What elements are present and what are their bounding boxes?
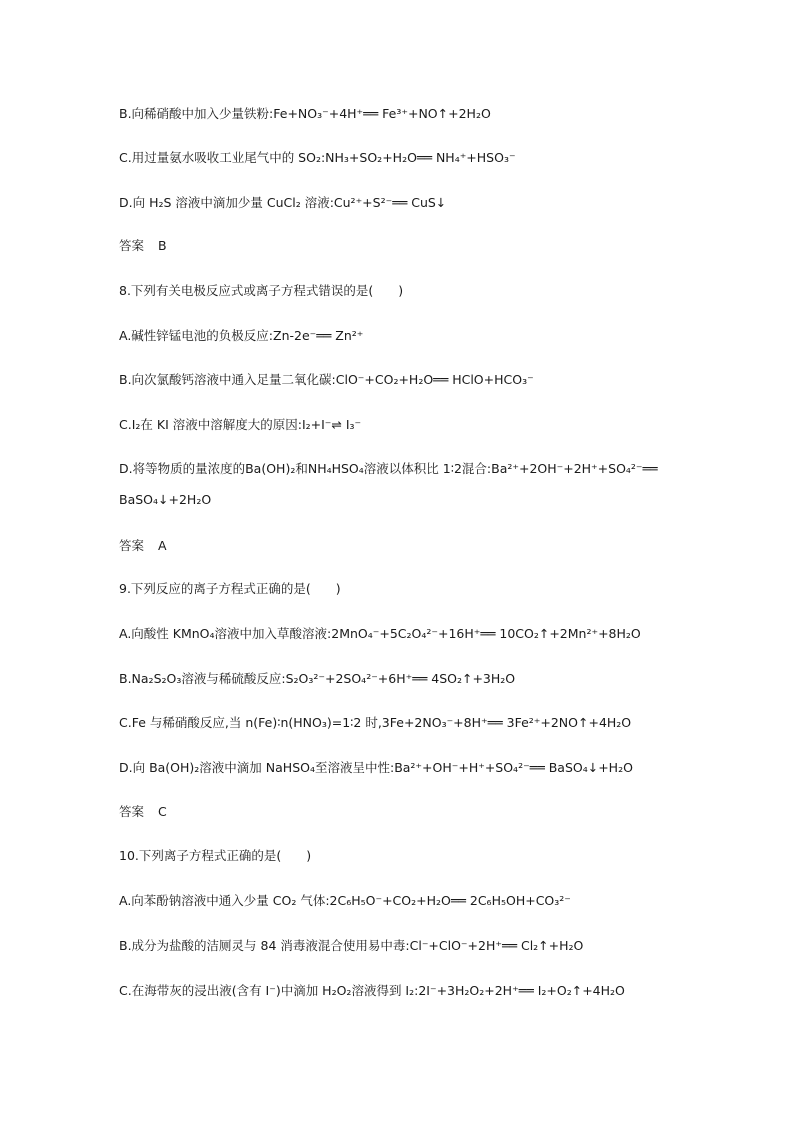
option-c-q8: C.I₂在 KI 溶液中溶解度大的原因:I₂+I⁻⇌ I₃⁻ (119, 417, 362, 432)
answer-label: 答案 (119, 804, 145, 819)
answer-q8 (119, 537, 754, 555)
question-10: 10.下列离子方程式正确的是( ) (119, 848, 312, 863)
option-d-q7: D.向 H₂S 溶液中滴加少量 CuCl₂ 溶液:Cu²⁺+S²⁻══ CuS↓ (119, 195, 447, 210)
option-c-q10: C.在海带灰的浸出液(含有 I⁻)中滴加 H₂O₂溶液得到 I₂:2I⁻+3H₂O₂+2H⁺══ I₂+O₂↑+4H₂O (119, 983, 625, 998)
option-a-q8: A.碱性锌锰电池的负极反应:Zn-2e⁻══ Zn²⁺ (119, 328, 364, 343)
answer-label: 答案 (119, 238, 145, 253)
option-d-q8: D.将等物质的量浓度的Ba(OH)₂和NH₄HSO₄溶液以体积比 1∶2混合:Ba²⁺+2OH⁻+2H⁺+SO₄²⁻══ (119, 461, 658, 476)
answer-q9 (119, 803, 754, 821)
answer-q7 (119, 237, 754, 255)
answer-value: C (158, 804, 167, 819)
question-8: 8.下列有关电极反应式或离子方程式错误的是( ) (119, 283, 404, 298)
option-b-q7: B.向稀硝酸中加入少量铁粉:Fe+NO₃⁻+4H⁺══ Fe³⁺+NO↑+2H₂O (119, 106, 491, 121)
option-d-q9: D.向 Ba(OH)₂溶液中滴加 NaHSO₄至溶液呈中性:Ba²⁺+OH⁻+H⁺+SO₄²⁻══ BaSO₄↓+H₂O (119, 760, 633, 775)
option-d-q8-continued: BaSO₄↓+2H₂O (119, 492, 212, 507)
option-b-q10: B.成分为盐酸的洁厕灵与 84 消毒液混合使用易中毒:Cl⁻+ClO⁻+2H⁺══ Cl₂↑+H₂O (119, 938, 584, 953)
answer-label: 答案 (119, 538, 145, 553)
question-9: 9.下列反应的离子方程式正确的是( ) (119, 581, 341, 596)
answer-value: B (158, 238, 167, 253)
option-a-q10: A.向苯酚钠溶液中通入少量 CO₂ 气体:2C₆H₅O⁻+CO₂+H₂O══ 2C₆H₅OH+CO₃²⁻ (119, 893, 571, 908)
answer-value: A (158, 538, 167, 553)
option-c-q7: C.用过量氨水吸收工业尾气中的 SO₂:NH₃+SO₂+H₂O══ NH₄⁺+HSO₃⁻ (119, 150, 516, 165)
option-b-q9: B.Na₂S₂O₃溶液与稀硫酸反应:S₂O₃²⁻+2SO₄²⁻+6H⁺══ 4SO₂↑+3H₂O (119, 671, 516, 686)
option-b-q8: B.向次氯酸钙溶液中通入足量二氧化碳:ClO⁻+CO₂+H₂O══ HClO+HCO₃⁻ (119, 372, 534, 387)
option-a-q9: A.向酸性 KMnO₄溶液中加入草酸溶液:2MnO₄⁻+5C₂O₄²⁻+16H⁺══ 10CO₂↑+2Mn²⁺+8H₂O (119, 626, 641, 641)
option-c-q9: C.Fe 与稀硝酸反应,当 n(Fe)∶n(HNO₃)=1∶2 时,3Fe+2NO₃⁻+8H⁺══ 3Fe²⁺+2NO↑+4H₂O (119, 715, 632, 730)
